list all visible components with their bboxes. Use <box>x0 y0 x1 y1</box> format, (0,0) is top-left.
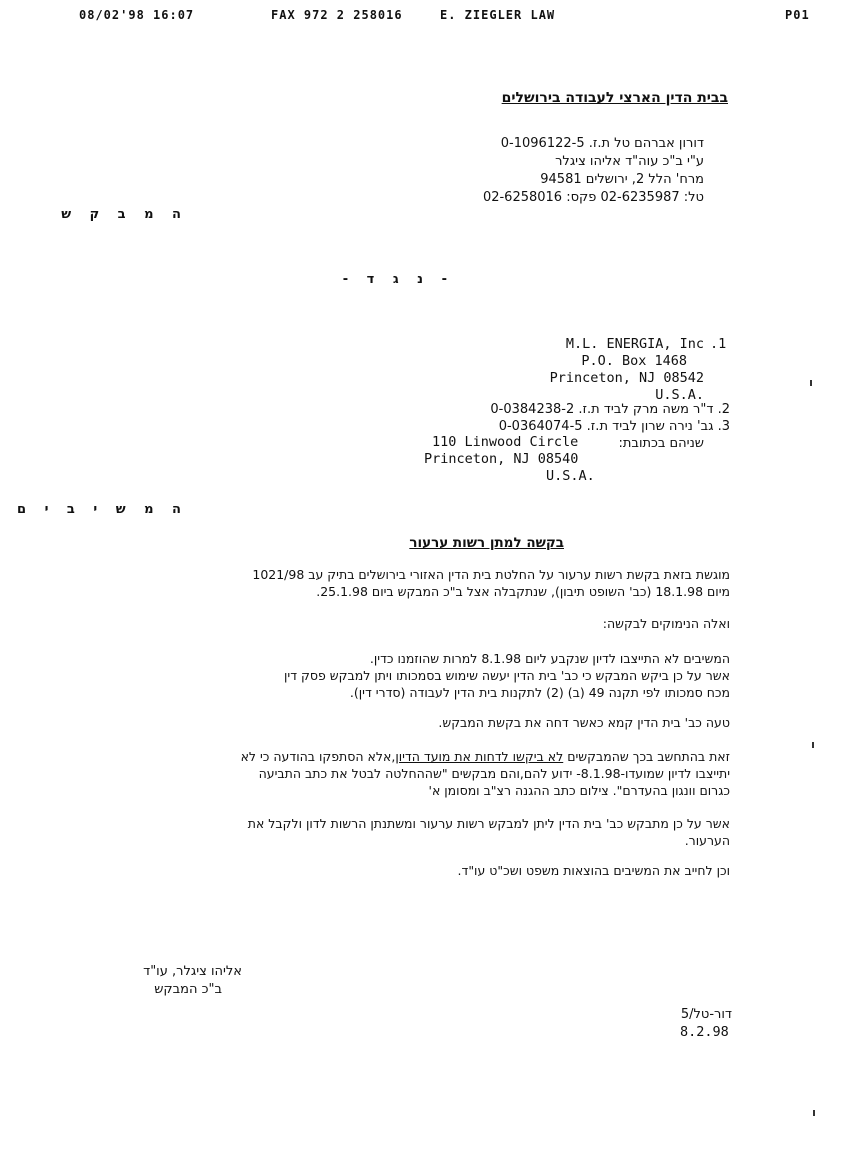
applicant-line: דורון אברהם טל ת.ז. 0-1096122-5 <box>500 136 704 151</box>
fax-edge-mark <box>810 380 812 386</box>
fax-page-number: P01 <box>785 8 810 22</box>
footer-reference: דור-טל/5 <box>680 1007 732 1022</box>
respondent-1-line: U.S.A. <box>655 387 704 403</box>
intro-line: מיום 18.1.98 (כב' השופט תיבון), שנתקבלה אצל ב"כ המבקש ביום 25.1.98. <box>316 584 730 599</box>
respondent-1-number: .1 <box>710 336 727 352</box>
paragraph-1-line: המשיבים לא התייצבו לדיון שנקבע ליום 8.1.98 למרות שהוזמנו כדין. <box>369 651 730 666</box>
reasons-heading-text: ואלה הנימוקים לבקשה: <box>602 616 730 631</box>
paragraph-3-line: כגרום וונגון בהעדרם". צילום כתב ההגנה רצ"ב ומסומן א' <box>428 783 730 798</box>
fax-sender: E. ZIEGLER LAW <box>440 8 556 22</box>
applicant-line: מרח' הלל 2, ירושלים 94581 <box>540 172 704 187</box>
paragraph-1-line: מכח סמכותו לפי תקנה 49 (ב) (2) לתקנות בית הדין לעבודה (סדרי דין). <box>349 685 730 700</box>
respondent-1-line: M.L. ENERGIA, Inc <box>565 336 704 352</box>
respondent-1-line: Princeton, NJ 08542 <box>549 370 704 386</box>
respondents-role: ה מ ש י ב י ם <box>17 502 188 517</box>
paragraph-1 <box>70 650 730 701</box>
applicant-block <box>404 135 704 207</box>
footer-date: 8.2.98 <box>680 1024 729 1040</box>
fax-number: FAX 972 2 258016 <box>271 8 403 22</box>
paragraph-2-text: טעה כב' בית הדין קמא כאשר דחה את בקשת המבקש. <box>438 715 730 730</box>
paragraph-2 <box>70 714 730 731</box>
paragraph-5-text: וכן לחייב את המשיבים בהוצאות משפט ושכ"ט עו"ד. <box>457 863 730 878</box>
applicant-line: ע"י ב"כ עוה"ד אליהו ציגלר <box>555 154 704 169</box>
signature-name: אליהו ציגלר, עו"ד <box>143 964 242 979</box>
respondent-1-address <box>550 336 704 404</box>
respondents-address-line: U.S.A. <box>546 468 595 484</box>
paragraph-4-line: הערעור. <box>684 833 730 848</box>
respondent-1-line: P.O. Box 1468 <box>581 353 687 369</box>
paragraph-3-line <box>70 748 730 765</box>
paragraph-5 <box>70 862 730 879</box>
request-title: בקשה למתן רשות ערעור <box>409 535 564 551</box>
signature-role: ב"כ המבקש <box>154 982 222 997</box>
versus-label: - נ ג ד - <box>342 272 454 287</box>
respondents-address <box>424 434 595 485</box>
fax-datetime: 08/02'98 16:07 <box>79 8 195 22</box>
paragraph-3-text: זאת בהתחשב בכך שהמבקשים <box>563 749 730 764</box>
respondents-address-line: Princeton, NJ 08540 <box>424 451 579 467</box>
fax-edge-mark <box>813 1110 815 1116</box>
paragraph-3-text: ,אלא הסתפקו בהודעה כי לא <box>240 749 396 764</box>
paragraph-3-line: יתייצבו לדיון שמועדו-8.1.98- ידוע להם,והם מבקשים "שההחלטה לבטל את כתב התביעה <box>258 766 730 781</box>
reasons-heading <box>70 615 730 632</box>
paragraph-3 <box>70 748 730 799</box>
paragraph-3-underlined: לא ביקשו לדחות את מועד הדיון <box>395 749 564 764</box>
respondent-2: 2. ד"ר משה מרק לביד ת.ז. 0-0384238-2 <box>490 402 730 417</box>
applicant-line: טל: 02-6235987 פקס: 02-6258016 <box>482 190 704 205</box>
fax-edge-mark <box>812 742 814 748</box>
paragraph-1-line: אשר על כן ביקש המבקש כי כב' בית הדין יעשה שימוש בסמכותו ויתן למבקש פסק דין <box>284 668 730 683</box>
paragraph-4 <box>70 815 730 849</box>
applicant-role: ה מ ב ק ש <box>61 207 188 222</box>
respondents-address-line: 110 Linwood Circle <box>432 434 579 450</box>
paragraph-4-line: אשר על כן מתבקש כב' בית הדין ליתן למבקש רשות ערעור ומשתנתן הרשות לדון ולקבל את <box>247 816 730 831</box>
respondent-3: 3. גב' נירה שרון לביד ת.ז. 0-0364074-5 <box>498 419 730 434</box>
intro-line: מוגשת בזאת בקשת רשות ערעור על החלטת בית הדין האזורי בירושלים בתיק עב 1021/98 <box>252 567 730 582</box>
respondents-address-label: שניהם בכתובת: <box>618 436 704 451</box>
court-heading: בבית הדין הארצי לעבודה בירושלים <box>501 90 728 106</box>
intro-paragraph <box>70 566 730 600</box>
signature-block <box>143 963 242 999</box>
